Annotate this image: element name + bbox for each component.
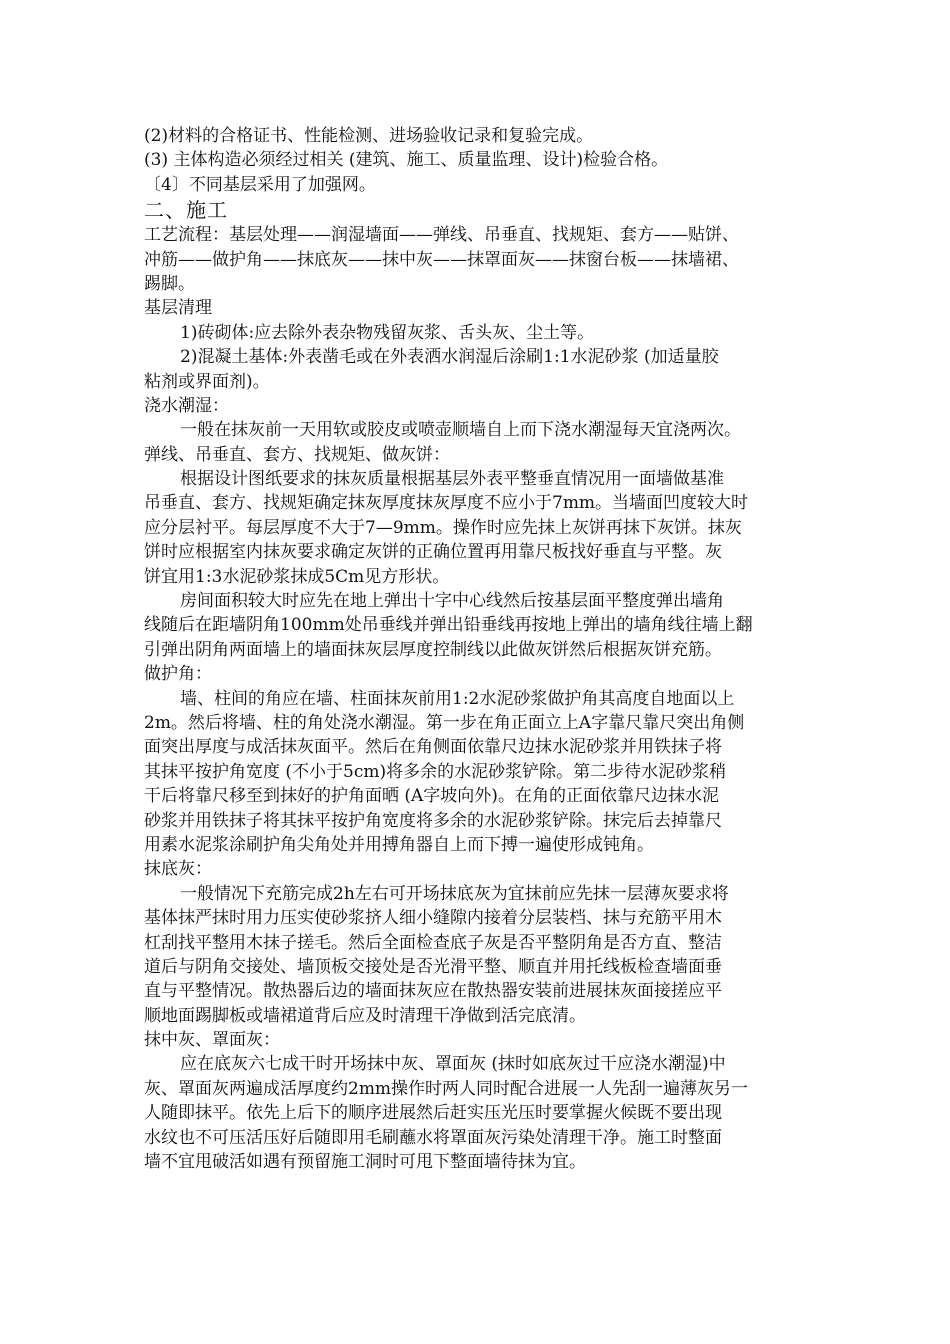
text-line: 用素水泥浆涂刷护角尖角处并用搏角器自上而下搏一遍使形成钝角。 bbox=[144, 834, 654, 855]
text-line: 一般在抹灰前一天用软或胶皮或喷壶顺墙自上而下浇水潮湿每天宜浇两次。 bbox=[180, 420, 741, 441]
text-line: 引弹出阴角两面墙上的墙面抹灰层厚度控制线以此做灰饼然后根据灰饼充筋。 bbox=[144, 639, 722, 660]
text-line: 面突出厚度与成活抹灰面平。然后在角侧面依靠尺边抹水泥砂浆并用铁抹子将 bbox=[144, 737, 722, 758]
text-line: 线随后在距墙阴角100mm处吊垂线并弹出铅垂线再按地上弹出的墙角线往墙上翻 bbox=[144, 615, 753, 636]
text-line: (2)材料的合格证书、性能检测、进场验收记录和复验完成。 bbox=[144, 126, 594, 146]
subheading: 抹中灰、罩面灰： bbox=[144, 1030, 280, 1051]
text-line: 粘剂或界面剂)。 bbox=[144, 371, 270, 392]
text-line: 其抹平按护角宽度 (不小于5cm)将多余的水泥砂浆铲除。第二步待水泥砂浆稍 bbox=[144, 761, 727, 782]
text-line: 杠刮找平整用木抹子搓毛。然后全面检查底子灰是否平整阴角是否方直、整洁 bbox=[144, 932, 722, 953]
text-line: 墙不宜甩破活如遇有预留施工洞时可甩下整面墙待抹为宜。 bbox=[144, 1152, 586, 1173]
text-line: 道后与阴角交接处、墙顶板交接处是否光滑平整、顺直并用托线板检查墙面垂 bbox=[144, 956, 722, 977]
text-line: 人随即抹平。依先上后下的顺序进展然后赶实压光压时要掌握火候既不要出现 bbox=[144, 1103, 722, 1124]
text-line: 砂浆并用铁抹子将其抹平按护角宽度将多余的水泥砂浆铲除。抹完后去掉靠尺 bbox=[144, 810, 722, 831]
text-line: 一般情况下充筋完成2h左右可开场抹底灰为宜抹前应先抹一层薄灰要求将 bbox=[180, 883, 729, 904]
subheading: 浇水潮湿： bbox=[144, 395, 229, 416]
text-line: 灰、罩面灰两遍成活厚度约2mm操作时两人同时配合进展一人先刮一遍薄灰另一 bbox=[144, 1078, 749, 1099]
text-line: 踢脚。 bbox=[144, 273, 195, 294]
text-line: 根据设计图纸要求的抹灰质量根据基层外表平整垂直情况用一面墙做基准 bbox=[180, 469, 724, 490]
text-line: 水纹也不可压活压好后随即用毛刷蘸水将罩面灰污染处清理干净。施工时整面 bbox=[144, 1127, 722, 1148]
text-line: 应分层衬平。每层厚度不大于7—9mm。操作时应先抹上灰饼再抹下灰饼。抹灰 bbox=[144, 517, 742, 538]
text-line: 2m。然后将墙、柱的角处浇水潮湿。第一步在角正面立上A字靠尺靠尺突出角侧 bbox=[144, 712, 745, 733]
text-line: 1)砖砌体:应去除外表杂物残留灰浆、舌头灰、尘土等。 bbox=[180, 322, 595, 343]
subheading: 做护角： bbox=[144, 664, 212, 685]
text-line: 基体抹严抹时用力压实使砂浆挤人细小缝隙内接着分层装档、抹与充筋平用木 bbox=[144, 908, 722, 929]
text-line: 工艺流程：基层处理——润湿墙面——弹线、吊垂直、找规矩、套方——贴饼、 bbox=[144, 225, 739, 246]
subheading: 抹底灰： bbox=[144, 859, 212, 880]
text-line: 〔4〕不同基层采用了加强网。 bbox=[144, 174, 376, 195]
text-line: 饼时应根据室内抹灰要求确定灰饼的正确位置再用靠尺板找好垂直与平整。灰 bbox=[144, 542, 722, 563]
text-line: 直与平整情况。散热器后边的墙面抹灰应在散热器安装前进展抹灰面接搓应平 bbox=[144, 981, 722, 1002]
subheading: 弹线、吊垂直、套方、找规矩、做灰饼： bbox=[144, 444, 450, 465]
document-body bbox=[144, 124, 806, 1174]
text-line: 冲筋——做护角——抹底灰——抹中灰——抹罩面灰——抹窗台板——抹墙裙、 bbox=[144, 249, 739, 270]
text-line: 房间面积较大时应先在地上弹出十字中心线然后按基层面平整度弹出墙角 bbox=[180, 591, 724, 612]
text-line: 墙、柱间的角应在墙、柱面抹灰前用1:2水泥砂浆做护角其高度自地面以上 bbox=[180, 688, 735, 709]
text-line: 饼宜用1:3水泥砂浆抹成5Cm见方形状。 bbox=[144, 566, 450, 587]
text-line: 2)混凝土基体:外表凿毛或在外表洒水润湿后涂刷1:1水泥砂浆 (加适量胶 bbox=[180, 347, 719, 368]
subheading: 基层清理 bbox=[144, 298, 212, 319]
section-heading: 二、施工 bbox=[144, 198, 228, 223]
text-line: 干后将靠尺移至到抹好的护角面晒 (A字坡向外)。在角的正面依靠尺边抹水泥 bbox=[144, 786, 719, 807]
text-line: (3) 主体构造必须经过相关 (建筑、施工、质量监理、设计)检验合格。 bbox=[144, 150, 669, 171]
text-line: 应在底灰六七成干时开场抹中灰、罩面灰 (抹时如底灰过干应浇水潮湿)中 bbox=[180, 1054, 726, 1075]
text-line: 顺地面踢脚板或墙裙道背后应及时清理干净做到活完底清。 bbox=[144, 1005, 586, 1026]
text-line: 吊垂直、套方、找规矩确定抹灰厚度抹灰厚度不应小于7mm。当墙面凹度较大时 bbox=[144, 493, 749, 514]
